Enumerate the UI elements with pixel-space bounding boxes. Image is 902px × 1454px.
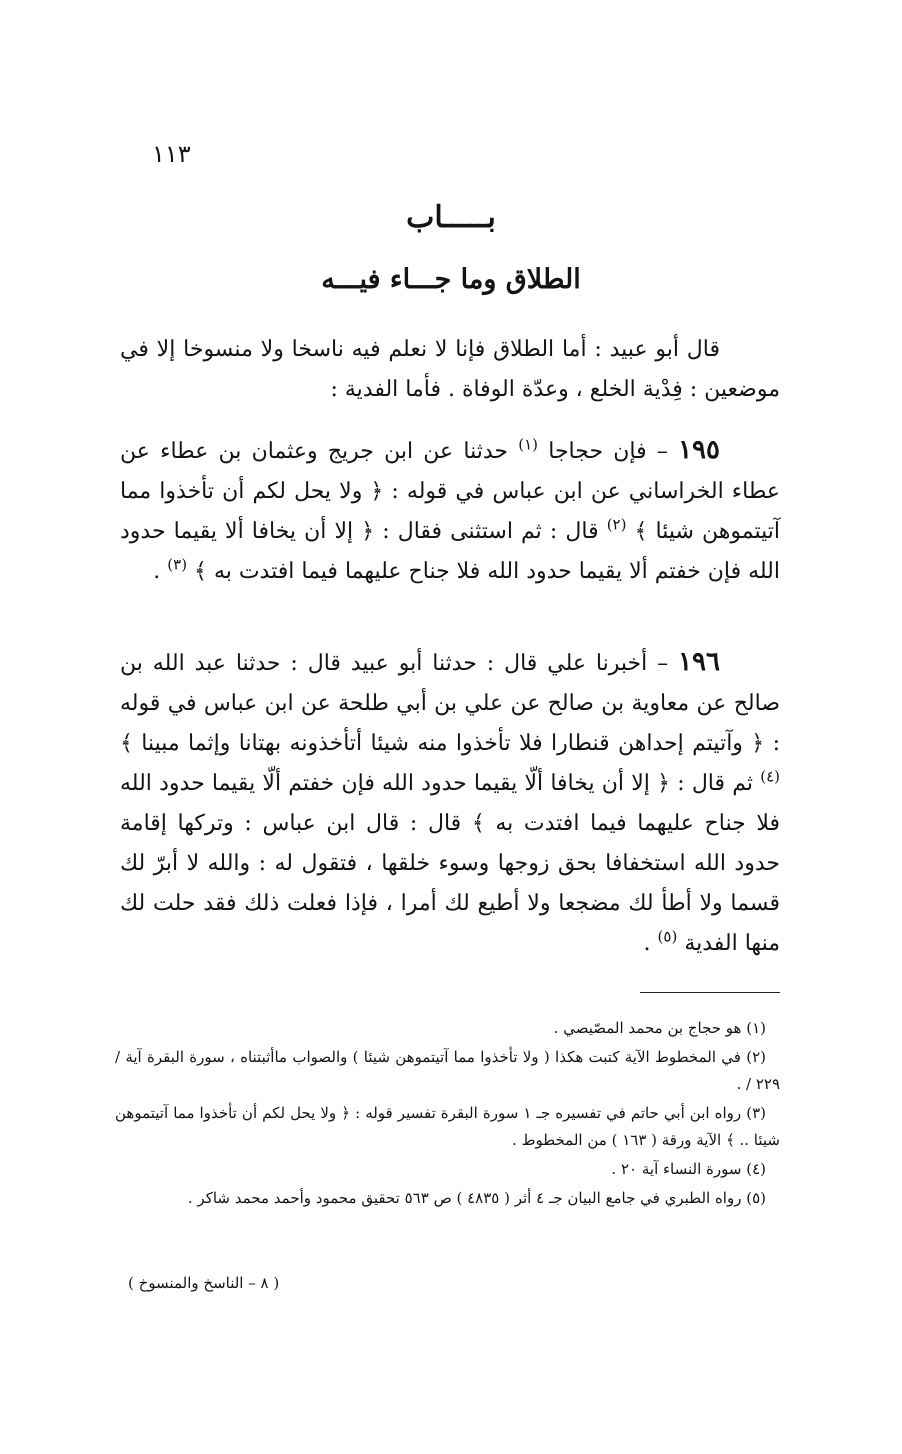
hadith-text: . bbox=[643, 931, 658, 956]
hadith-number: ١٩٦ bbox=[678, 647, 720, 677]
footnote-marker: (٤) bbox=[760, 767, 780, 786]
hadith-number: ١٩٥ bbox=[678, 435, 720, 465]
hadith-text: ثم قال : ﴿ إلا أن يخافا ألّا يقيما حدود الله فإن خفتم ألّا يقيما حدود الله فلا جناح عليهما فيما افتدت به ﴾ قال : قال ابن عباس : وتركها إقامة حدود الله استخفافا بحق زوجها وسوء خلقها ، فتقول له : والله لا أبرّ لك قسما ولا أطأ لك مضجعا ولا أطيع لك أمرا ، فإذا فعلت ذلك فقد حلت لك منها الفدية bbox=[120, 771, 780, 956]
footnote-marker: (٥) bbox=[657, 927, 678, 946]
intro-text: قال أبو عبيد : أما الطلاق فإنا لا نعلم فيه ناسخا ولا منسوخا إلا في موضعين : فِدْية الخلع ، وعدّة الوفاة . فأما الفدية : bbox=[120, 337, 780, 402]
hadith-text: – أخبرنا علي قال : حدثنا أبو عبيد قال : حدثنا عبد الله بن صالح عن معاوية بن صالح عن علي بن أبي طلحة عن ابن عباس في قوله : ﴿ وآتيتم إحداهن قنطارا فلا تأخذوا منه شيئا أتأخذونه بهتانا وإثما مبينا ﴾ bbox=[120, 651, 780, 756]
hadith-196-paragraph bbox=[120, 642, 780, 964]
footnote: (٥) رواه الطبري في جامع البيان جـ ٤ أثر ( ٤٨٣٥ ) ص ٥٦٣ تحقيق محمود وأحمد محمد شاكر . bbox=[187, 1189, 766, 1207]
footnote: (١) هو حجاج بن محمد المصّيصي . bbox=[553, 1019, 766, 1037]
footnote-marker: (١) bbox=[518, 435, 539, 454]
footnote-marker: (٢) bbox=[606, 515, 627, 534]
intro-paragraph bbox=[120, 330, 780, 410]
book-signature: ( ٨ – الناسخ والمنسوخ ) bbox=[128, 1274, 280, 1292]
chapter-title: بـــــاب bbox=[406, 200, 496, 235]
footnote: (٢) في المخطوط الآية كتبت هكذا ( ولا تأخذوا مما آتيتموهن شيئا ) والصواب ماأثبتناه ، سورة البقرة آية / ٢٢٩ / . bbox=[115, 1048, 780, 1093]
footnote: (٣) رواه ابن أبي حاتم في تفسيره جـ ١ سورة البقرة تفسير قوله : ﴿ ولا يحل لكم أن تأخذوا مما آتيتموهن شيئا .. ﴾ الآية ورقة ( ١٦٣ ) من المخطوط . bbox=[115, 1104, 780, 1149]
hadith-text: حدثنا عن ابن جريج وعثمان بن عطاء عن عطاء الخراساني عن ابن عباس في قوله : ﴿ ولا يحل لكم أن تأخذوا مما آتيتموهن شيئا ﴾ bbox=[120, 439, 780, 544]
page-number: ١١٣ bbox=[152, 140, 191, 168]
footnote-separator bbox=[640, 992, 780, 993]
hadith-text: . bbox=[153, 559, 168, 584]
footnotes bbox=[115, 1015, 780, 1214]
hadith-text: قال : ثم استثنى فقال : ﴿ إلا أن يخافا ألا يقيما حدود الله فإن خفتم ألا يقيما حدود الله فلا جناح عليهما فيما افتدت به ﴾ bbox=[120, 519, 780, 584]
footnote: (٤) سورة النساء آية ٢٠ . bbox=[611, 1160, 766, 1178]
footnote-marker: (٣) bbox=[167, 555, 188, 574]
chapter-subtitle: الطلاق وما جـــاء فيـــه bbox=[321, 264, 581, 295]
hadith-text: – فإن حجاجا bbox=[538, 439, 679, 464]
hadith-195-paragraph bbox=[120, 430, 780, 592]
